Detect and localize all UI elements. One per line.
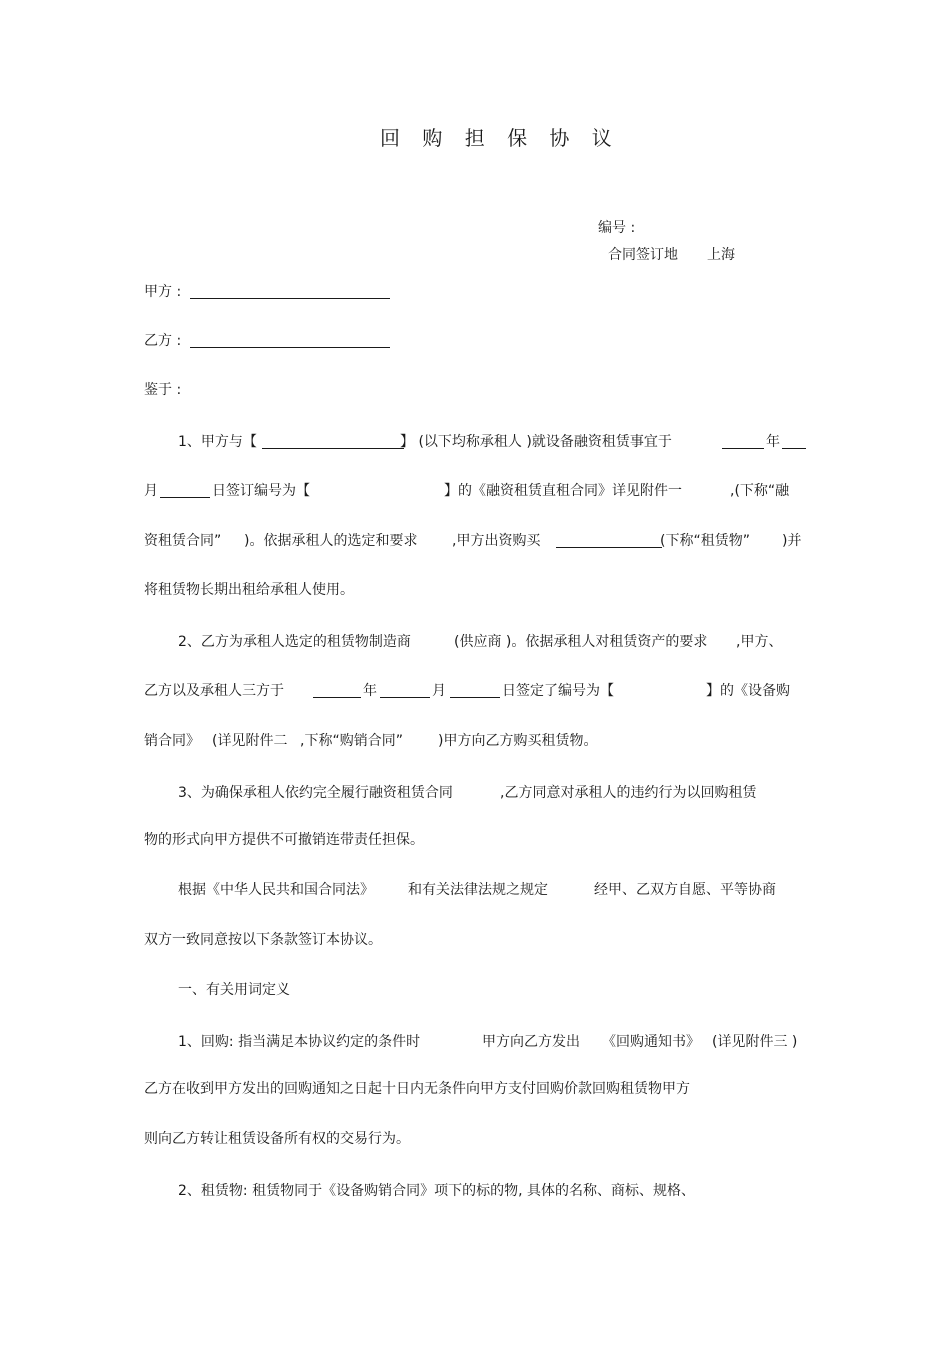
day-blank xyxy=(450,683,500,698)
clause3-text: 物的形式向甲方提供不可撤销连带责任担保。 xyxy=(144,832,424,848)
clause1-text: 将租赁物长期出租给承租人使用。 xyxy=(144,582,354,598)
definition-text: 则向乙方转让租赁设备所有权的交易行为。 xyxy=(144,1131,410,1147)
signing-place-value: 上海 xyxy=(707,247,735,263)
month-blank xyxy=(380,683,430,698)
clause2-text: 月 xyxy=(432,683,446,699)
party-a-blank xyxy=(190,284,390,299)
clause1-text: )。依据承租人的选定和要求 xyxy=(244,533,418,549)
definition-text: 1、回购: 指当满足本协议约定的条件时 xyxy=(178,1034,421,1050)
month-blank xyxy=(782,434,806,449)
clause2-text: 2、乙方为承租人选定的租赁物制造商 xyxy=(178,634,411,650)
basis-text: 根据《中华人民共和国合同法》 xyxy=(178,882,374,898)
whereas-label: 鉴于 : xyxy=(144,382,182,398)
party-a-label: 甲方 : xyxy=(144,284,182,300)
clause2-text: 销合同》 xyxy=(144,733,200,749)
clause1-text: 】 (以下均称承租人 )就设备融资租赁事宜于 xyxy=(400,434,672,450)
clause2-text: 日签定了编号为【 xyxy=(502,683,614,699)
clause1-text: ,(下称“融 xyxy=(730,483,790,499)
definition-text: 乙方在收到甲方发出的回购通知之日起十日内无条件向甲方支付回购价款回购租赁物甲方 xyxy=(144,1081,690,1097)
section-heading: 一、有关用词定义 xyxy=(178,982,290,998)
definition-text: 《回购通知书》 xyxy=(602,1034,700,1050)
clause1-text: (下称“租赁物” xyxy=(660,533,750,549)
definition-text: 甲方向乙方发出 xyxy=(482,1034,580,1050)
basis-text: 双方一致同意按以下条款签订本协议。 xyxy=(144,932,382,948)
clause2-text: )甲方向乙方购买租赁物。 xyxy=(438,733,598,749)
clause1-text: )并 xyxy=(782,533,802,549)
page-title: 回 购 担 保 协 议 xyxy=(380,126,620,150)
leased-item-blank xyxy=(556,533,662,548)
clause2-text: 乙方以及承租人三方于 xyxy=(144,683,284,699)
clause3-text: ,乙方同意对承租人的违约行为以回购租赁 xyxy=(500,785,757,801)
party-b-blank xyxy=(190,333,390,348)
clause2-text: ,甲方、 xyxy=(736,634,783,650)
clause1-text: 年 xyxy=(766,434,780,450)
signing-place-label: 合同签订地 xyxy=(608,247,678,263)
definition-text: 2、租赁物: 租赁物同于《设备购销合同》项下的标的物, 具体的名称、商标、规格、 xyxy=(178,1183,695,1199)
clause1-text: 资租赁合同” xyxy=(144,533,222,549)
clause1-text: 日签订编号为【 xyxy=(212,483,310,499)
year-blank xyxy=(722,434,764,449)
clause2-text: (供应商 )。依据承租人对租赁资产的要求 xyxy=(454,634,708,650)
clause2-text: ,下称“购销合同” xyxy=(300,733,403,749)
definition-text: (详见附件三 ) xyxy=(712,1034,798,1050)
contract-number-label: 编号 : xyxy=(598,220,636,236)
clause1-text: ,甲方出资购买 xyxy=(452,533,541,549)
clause1-text: 1、甲方与【 xyxy=(178,434,257,450)
party-b-label: 乙方 : xyxy=(144,333,182,349)
clause2-text: 年 xyxy=(363,683,377,699)
basis-text: 经甲、乙双方自愿、平等协商 xyxy=(594,882,776,898)
clause1-text: 】的《融资租赁直租合同》详见附件一 xyxy=(444,483,682,499)
lessee-blank xyxy=(262,434,404,449)
clause1-text: 月 xyxy=(144,483,158,499)
year-blank xyxy=(313,683,361,698)
day-blank xyxy=(160,483,210,498)
basis-text: 和有关法律法规之规定 xyxy=(408,882,548,898)
clause3-text: 3、为确保承租人依约完全履行融资租赁合同 xyxy=(178,785,453,801)
clause2-text: 】的《设备购 xyxy=(706,683,790,699)
clause2-text: (详见附件二 xyxy=(212,733,288,749)
